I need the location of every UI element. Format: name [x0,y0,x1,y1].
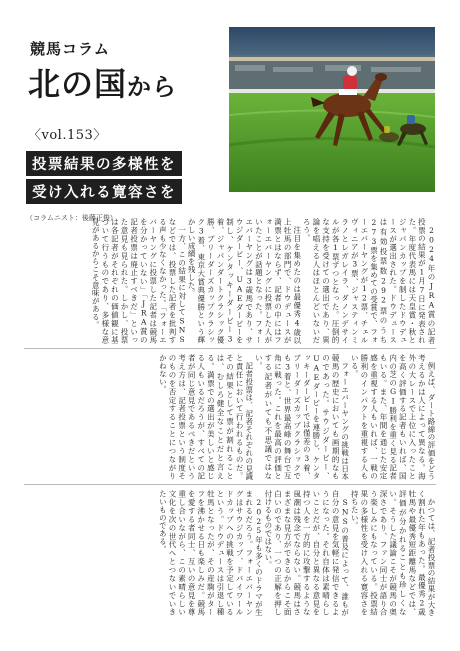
article-body [24,218,436,616]
row-divider [24,484,436,485]
racehorse-photo [229,27,435,192]
paragraph: 2024年のJRA賞の記者投票の結果が1月7日に発表された。年度代表馬には天皇賞・秋とジャパンカップを制したドウデュースが選出された。ドウデュースは有効投票数292票のうち273票を集めての受賞で、フォーエバーヤングが12票、チェルヴィニアが3票、ジャスティンミラノとレガレイラ、ダノンデサイルが各1票ずつとなった。圧倒的な支持を受けての選出であり、異論を唱える人はほとんどいないだろう。 [302,218,436,344]
paragraph: かつては、記者投票の結果が大きく割れた年もあった。最優秀2歳牡馬や最優秀短距離馬などでは、評価が分かれることも珍しくない。そうした議論こそが競馬の奥深さであり、ファン同士が語り合う楽しみにもなっている。投票結果の多様性を受け入れる寛容さを持ちたい。 [350,490,436,616]
article-row-3 [24,490,436,616]
column-title-main: 北の国 [28,65,128,103]
paragraph: SNSの普及によって、誰もが自分の意見を気軽に発信できるようになった。それ自体は素晴らしいことだが、自分と異なる意見を持つ人を一方的に攻撃するような風潮は残念でならない。競馬はさまざまな見方ができるからこそ面白いのであり、一つの正解を押し付けるものではない。 [263,490,350,616]
paragraph: 一方、この結果に対してSNSなどでは、投票した記者を批判する声も少なくなかった。「フォーエバーヤングに投票した記者は競馬を分かっていない」「JRA賞の記者投票は廃止すべきだ」といった意見も見られた。しかし、投票は各記者がそれぞれの価値観に基づいて行うものであり、多様な意見があるからこそ意味がある。 [91,218,187,344]
row-divider [24,348,436,349]
headline-line-1: 投票結果の多様性を [26,151,182,176]
column-kicker: 競馬コラム [30,40,110,58]
columnist-credit: （コラムニスト：後藤正俊） [26,214,117,222]
column-title-suffix: から [127,72,178,101]
column-header [26,26,226,223]
article-row-2 [24,354,436,480]
paragraph: 例えば、ダート路線の評価をどう考えるかは人によって異なる。海外の大レースで上位に入ったことを高く評価する記者もいれば、国内の芝のGⅠ勝利を重く見る記者もいる。また、年間を通じた安定感を重視する人もいれば、一戦の勝利のインパクトを重視する人もいる。 [350,354,436,480]
headline [26,151,226,207]
volume-number: 〈vol.153〉 [28,128,107,143]
paragraph: 2025年も多くのドラマが生まれるだろう。フォーエバーヤングはサウジカップ、ドバイワールドカップへの挑戦を予定しているという。ドウデュースは引退し種牡馬となったが、その産駒がターフを沸かせる日も楽しみだ。競馬を愛する者同士、互いの意見を尊重し合いながら、この素晴らしい文化を次の世代へとつないでいきたいものである。 [158,490,264,616]
paragraph: 記者投票は、記者それぞれの見識と責任において行われるものだ。その結果として票が割れることは、むしろ健全なことだと言える。満票での選出が美しいと感じる人もいるだろうが、すべての記者が同じ意見であるべきだという考え方は、記者投票という制度そのものを否定することにつながりかねない。 [158,354,254,480]
paragraph: 注目を集めたのは最優秀4歳以上牡馬の部門で、ドウデュースが満票とはならず、記者の中にはフォーエバーヤングに投票した人がいたことが話題となった。フォーエバーヤングは3歳馬であり、サウジダービー、UAEダービーを制し、ケンタッキーダービー3着、ジャパンダートクラシック優勝、ブリーダーズカップクラシック3着、東京大賞典優勝という輝かしい成績を残した。 [187,218,302,344]
racehorse-photo-image [229,27,435,192]
headline-line-2: 受け入れる寛容さを [26,179,182,204]
column-title [28,65,226,106]
article-row-1 [24,218,436,344]
paragraph: フォーエバーヤングの挑戦は日本競馬の歴史においても画期的なものであった。サウジダービー、UAEダービーを連勝し、ケンタッキーダービーでは僅差の3着、ブリーダーズカップクラシックでも3着と、世界最高峰の舞台で互角に戦った。これを最高の評価とする記者がいても不思議ではない。 [254,354,350,480]
